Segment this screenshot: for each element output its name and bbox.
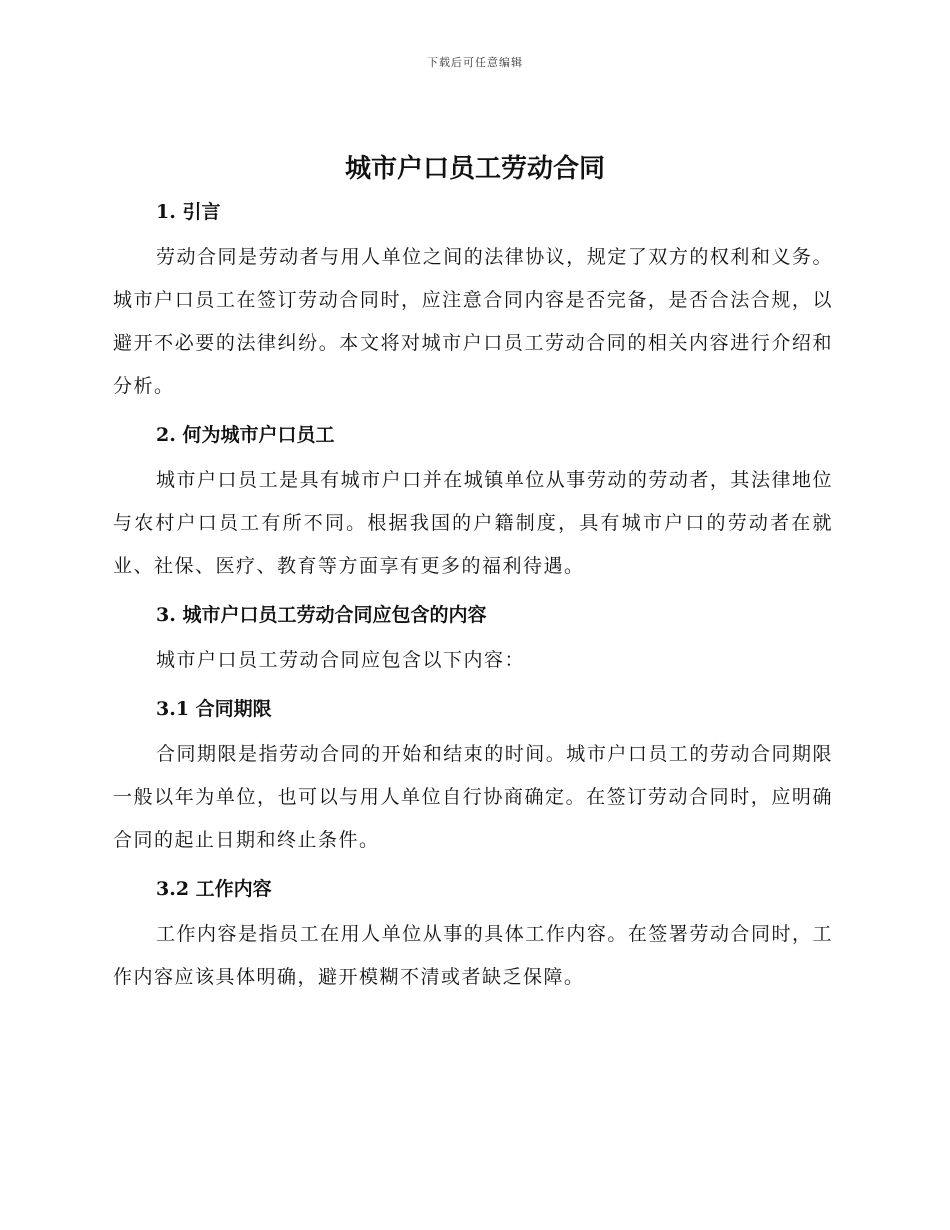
section-heading: 3.1 合同期限 <box>156 698 272 720</box>
section-paragraph: 城市户口员工劳动合同应包含以下内容： <box>156 649 526 671</box>
section-work-content <box>113 870 833 999</box>
section-paragraph: 劳动合同是劳动者与用人单位之间的法律协议，规定了双方的权利和义务。城市户口员工在签订劳动合同时，应注意合同内容是否完备，是否合法合规，以避开不必要的法律纠纷。本文将对城市户口员工劳动合同的相关内容进行介绍和分析。 <box>113 246 833 397</box>
section-introduction <box>113 193 833 416</box>
section-heading: 2. 何为城市户口员工 <box>156 424 335 446</box>
page-header-watermark: 下载后可任意编辑 <box>427 56 523 69</box>
section-heading: 3. 城市户口员工劳动合同应包含的内容 <box>156 604 487 626</box>
section-contract-term <box>113 690 833 870</box>
document-title: 城市户口员工劳动合同 <box>344 154 605 184</box>
section-paragraph: 合同期限是指劳动合同的开始和结束的时间。城市户口员工的劳动合同期限一般以年为单位，也可以与用人单位自行协商确定。在签订劳动合同时，应明确合同的起止日期和终止条件。 <box>113 743 833 851</box>
section-paragraph: 城市户口员工是具有城市户口并在城镇单位从事劳动的劳动者，其法律地位与农村户口员工有所不同。根据我国的户籍制度，具有城市户口的劳动者在就业、社保、医疗、教育等方面享有更多的福利待遇。 <box>113 469 833 577</box>
section-heading: 3.2 工作内容 <box>156 878 272 900</box>
section-paragraph: 工作内容是指员工在用人单位从事的具体工作内容。在签署劳动合同时，工作内容应该具体明确，避开模糊不清或者缺乏保障。 <box>113 923 833 988</box>
section-heading: 1. 引言 <box>156 201 221 223</box>
document-body <box>113 193 833 999</box>
section-definition <box>113 416 833 596</box>
section-contract-contents <box>113 596 833 690</box>
